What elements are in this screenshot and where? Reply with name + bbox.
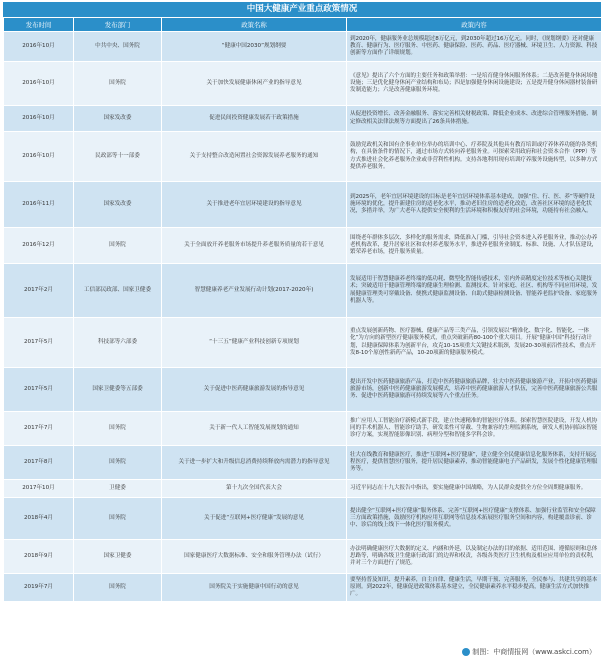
row-time: 2017年7月: [4, 412, 74, 446]
row-time: 2016年10月: [4, 132, 74, 182]
row-policy-content: 办法明确健康医疗大数据的定义、内涵和外延，以及制定办法的目的依据、适用范围、遵循原则和总体思路等，明确各级卫生健康行政部门的边界和权责，各级各类医疗卫生机构及相应应用单位的责权利，并对三个方面进行了规范。: [347, 540, 602, 574]
row-policy-name: 关于促进“互联网+医疗健康”发展的意见: [162, 498, 347, 540]
row-time: 2017年5月: [4, 368, 74, 412]
row-policy-name: 关于新一代人工智能发展规划的通知: [162, 412, 347, 446]
header-name: 政策名称: [162, 18, 347, 32]
row-policy-content: 鼓励党政机关和国有企事业单位举办的培训中心、疗养院及其他具有教育培训或疗养休养功能的各类机构，在具备条件的情况下，通过市场方式转向养老服务业。可探索采用政府和社会资本合作（PPP）等方式推进社会化养老服务企业或非营利性机构。支持各地利用现有培训疗养服务设施转型，以多种方式提供养老服务。: [347, 132, 602, 182]
table-row: [4, 540, 602, 574]
askci-logo-icon: [462, 648, 470, 656]
row-policy-name: 关于全面放开养老服务市场提升养老服务质量的若干意见: [162, 228, 347, 264]
source-footer: [462, 647, 596, 657]
row-policy-name: 关于支持整合改造闲置社会资源发展养老服务的通知: [162, 132, 347, 182]
policy-table: [3, 17, 602, 602]
row-dept: 民政部等十一部委: [74, 132, 162, 182]
row-dept: 国务院: [74, 498, 162, 540]
row-time: 2018年9月: [4, 540, 74, 574]
table-row: [4, 574, 602, 602]
table-row: [4, 446, 602, 480]
table-row: [4, 498, 602, 540]
row-policy-content: 发展适用于智慧健康养老终端的低功耗、微型化智能传感技术，室内外高精度定位技术等核心关键技术；突破适用于健康管理终端的健康生理检测、监测技术。针对家庭、社区、机构等不同应用环境，发展健康管理类可穿戴设备、便携式健康监测设备、自助式健康检测设备、智能养老监护设备、家庭服务机器人等。: [347, 264, 602, 318]
row-policy-content: 壮大在线教育和健康医疗，推进“互联网+医疗健康”，建立健全全民健康信息化服务体系，支持开展远程医疗，提供智慧医疗服务，提升居民健康素养，推动智能健康电子产品研发，发展个性化健康管理服务等。: [347, 446, 602, 480]
row-dept: 卫健委: [74, 480, 162, 498]
table-row: [4, 62, 602, 106]
row-policy-content: 到2025年，老年宜居环境建设的目标是老年宜居环境体系基本建成，加强“住、行、医、养”等硬件设施环境的优化，提升新建住房的适老化水平，推动老旧住房的适老化改造，改善社区环境的适老化状况，多措并举，为广大老年人提供安全便利的生活环境和积极友好的社会环境，功能持有社会融入。: [347, 182, 602, 228]
row-policy-content: 重点发展创新药物、医疗器械、健康产品等三类产品，引领发展以“精准化、数字化、智能化、一体化”为方向的新型医疗健康服务模式，重点突破新药80-100个重大项目。开展“健康中国”科技行动计划，以健康保障体系为创新平台，攻克10-15项重大关键技术瓶颈，发展20-30项前沿性技术，重点开发8-10个原创性新药产品，10-20项新的健康服务模式。: [347, 318, 602, 368]
row-policy-content: 到2020年，健康服务业总规模超过8万亿元，到2030年超过16万亿元。同时，《规划纲要》还对健康教育、健康行为、医疗服务、中医药、健康保险、医药、药品、医疗器械、环境卫生、人力资源、科技创新等方面作了详细规划。: [347, 32, 602, 62]
row-policy-name: 国家健康医疗大数据标准、安全和服务管理办法（试行）: [162, 540, 347, 574]
row-time: 2016年10月: [4, 106, 74, 132]
row-dept: 工信部民政部、国家卫健委: [74, 264, 162, 318]
row-dept: 国务院: [74, 446, 162, 480]
row-dept: 国务院: [74, 62, 162, 106]
header-content: 政策内容: [347, 18, 602, 32]
row-policy-content: 习近平同志在十九大报告中指出，要实施健康中国战略，为人民群众提供全方位全周期健康服务。: [347, 480, 602, 498]
table-title: 中国大健康产业重点政策情况: [3, 2, 601, 17]
row-policy-name: 促进民间投资健康发展若干政策措施: [162, 106, 347, 132]
row-dept: 科技部等六部委: [74, 318, 162, 368]
table-row: [4, 228, 602, 264]
table-row: [4, 132, 602, 182]
row-policy-content: 提出开发中医药健康旅游产品，打造中医药健康旅游品牌，壮大中医药健康旅游产业，开拓中医药健康旅游市场，创新中医药健康旅游发展模式，培养中医药健康旅游人才队伍，完善中医药健康旅游公共服务、促进中医药健康旅游可持续发展等八个重点任务。: [347, 368, 602, 412]
table-row: [4, 480, 602, 498]
table-row: [4, 368, 602, 412]
row-dept: 中共中央、国务院: [74, 32, 162, 62]
row-dept: 国务院: [74, 574, 162, 602]
row-time: 2017年2月: [4, 264, 74, 318]
row-time: 2017年8月: [4, 446, 74, 480]
table-row: [4, 182, 602, 228]
table-row: [4, 264, 602, 318]
row-policy-name: “健康中国2030”规划纲要: [162, 32, 347, 62]
row-dept: 国家发改委: [74, 106, 162, 132]
row-dept: 国家卫健委等五部委: [74, 368, 162, 412]
row-dept: 国家发改委: [74, 182, 162, 228]
row-time: 2016年12月: [4, 228, 74, 264]
row-policy-content: 要坚持普及知识、提升素养，自主自律、健康生活，早期干预、完善服务，全民参与、共建共享的基本原则。到2022年，健康促进政策体系基本建立，全民健康素养水平稳步提高，健康生活方式加快推广。: [347, 574, 602, 602]
row-policy-name: 关于促进中医药健康旅游发展的指导意见: [162, 368, 347, 412]
row-policy-content: 《意见》提出了六个方面的主要任务和政策举措：一是培育健身休闲服务体系；二是改善健身休闲场地设施；三是优化健身休闲产业结构和布局；四是加强健身休闲设施建设；五是提升健身休闲器材装备研发制造能力；六是改善健康服务环境。: [347, 62, 602, 106]
row-time: 2019年7月: [4, 574, 74, 602]
row-policy-name: 智慧健康养老产业发展行动计划(2017-2020年): [162, 264, 347, 318]
row-policy-content: 从促进投资增长、改善金融服务、落实完善相关财税政策、降低企业成本、改进综合管理服务措施、制定修改相关法律法规等方面提出了26条具体措施。: [347, 106, 602, 132]
table-row: [4, 106, 602, 132]
row-dept: 国务院: [74, 228, 162, 264]
row-time: 2016年10月: [4, 62, 74, 106]
table-row: [4, 412, 602, 446]
row-time: 2017年10月: [4, 480, 74, 498]
row-policy-name: 第十九次全国代表大会: [162, 480, 347, 498]
row-policy-name: 关于加快发展健康休闲产业的指导意见: [162, 62, 347, 106]
table-header-row: [4, 18, 602, 32]
row-policy-name: 关于进一步扩大和升级信息消费持续释放内需潜力的指导意见: [162, 446, 347, 480]
row-dept: 国家卫健委: [74, 540, 162, 574]
row-time: 2018年4月: [4, 498, 74, 540]
source-text: 制图：中商情报网（www.askci.com）: [472, 648, 596, 656]
row-policy-content: 提出健全“互联网+医疗健康”服务体系、完善“互联网+医疗健康”支撑体系、加强行业监管和安全保障三方面政策措施，鼓励医疗机构应用互联网等信息技术拓展医疗服务空间和内容，构建覆盖诊前、诊中、诊后的线上线下一体化医疗服务模式。: [347, 498, 602, 540]
row-policy-name: 国务院关于实施健康中国行动的意见: [162, 574, 347, 602]
header-dept: 发布部门: [74, 18, 162, 32]
row-time: 2016年10月: [4, 32, 74, 62]
row-policy-name: 关于推进老年宜居环境建设的指导意见: [162, 182, 347, 228]
row-policy-content: 围绕老年群体多层次、多样化的服务需求，降低准入门槛，引导社会资本进入养老服务业，推动公办养老机构改革，提升居家社区和农村养老服务水平，推进养老服务业制度、标准、设施、人才队伍建设，繁荣养老市场，提升服务质量。: [347, 228, 602, 264]
row-dept: 国务院: [74, 412, 162, 446]
header-time: 发布时间: [4, 18, 74, 32]
table-row: [4, 318, 602, 368]
row-policy-name: “十三五”健康产业科技创新专项规划: [162, 318, 347, 368]
table-body: [4, 32, 602, 602]
row-policy-content: 推广应用人工智能治疗新模式新手段，建立快速精准的智能医疗体系。探索智慧医院建设，开发人机协同的手术机器人、智能诊疗助手，研发柔性可穿戴、生物兼容的生理监测系统，研发人机协同临床智能诊疗方案，实现智能影像识别、病理分型和智能多学科会诊。: [347, 412, 602, 446]
table-row: [4, 32, 602, 62]
row-time: 2016年11月: [4, 182, 74, 228]
row-time: 2017年5月: [4, 318, 74, 368]
